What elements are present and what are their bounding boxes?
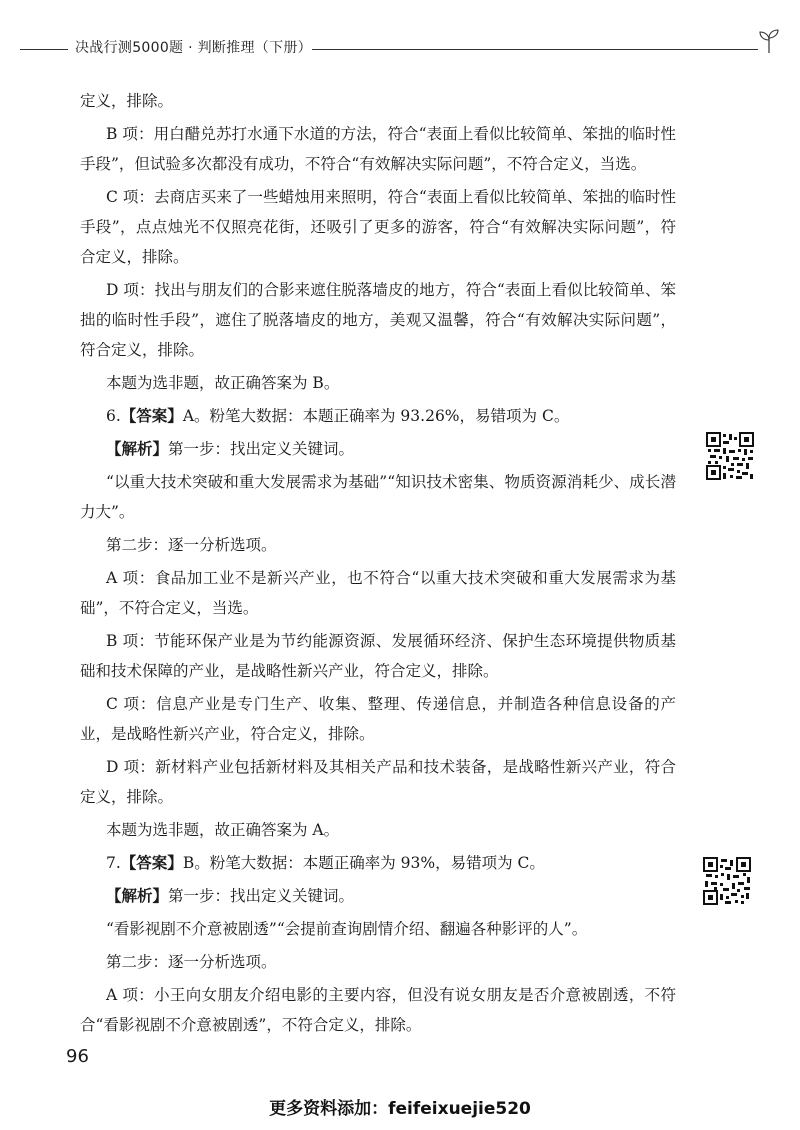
header-rule-right [312,49,758,50]
q5-option-b: B 项：用白醋兑苏打水通下水道的方法，符合“表面上看似比较简单、笨拙的临时性手段”，但试验多次都没有成功，不符合“有效解决实际问题”，不符合定义，当选。 [80,125,676,173]
q7-answer-label: 【答案】 [120,853,183,872]
q6-option-a: A 项：食品加工业不是新兴产业，也不符合“以重大技术突破和重大发展需求为基础”，不符合定义，当选。 [80,569,676,617]
header-rule-left [20,49,68,50]
q6-analysis-text: 第一步：找出定义关键词。 [168,440,355,458]
q7-number: 7. [106,854,121,872]
q6-analysis-label: 【解析】 [106,439,169,458]
footer-contact-note: 更多资料添加：feifeixuejie520 [269,1099,531,1119]
page-number: 96 [66,1046,89,1067]
q6-step2: 第二步：逐一分析选项。 [106,536,277,554]
q7-answer-text: B。粉笔大数据：本题正确率为 93%，易错项为 C。 [182,854,545,872]
q7-analysis-text: 第一步：找出定义关键词。 [168,887,355,905]
q5-option-c: C 项：去商店买来了一些蜡烛用来照明，符合“表面上看似比较简单、笨拙的临时性手段”，点点烛光不仅照亮花街，还吸引了更多的游客，符合“有效解决实际问题”，符合定义，排除。 [80,188,676,266]
qr-code-icon[interactable] [703,857,751,905]
page-body [80,86,676,1043]
q6-option-b: B 项：节能环保产业是为节约能源资源、发展循环经济、保护生态环境提供物质基础和技术保障的产业，是战略性新兴产业，符合定义，排除。 [80,632,676,680]
q6-answer-label: 【答案】 [120,406,183,425]
sprout-icon [758,28,780,54]
q6-option-c: C 项：信息产业是专门生产、收集、整理、传递信息，并制造各种信息设备的产业，是战略性新兴产业，符合定义，排除。 [80,695,676,743]
q7-analysis [80,881,676,911]
q5-option-d: D 项：找出与朋友们的合影来遮住脱落墙皮的地方，符合“表面上看似比较简单、笨拙的临时性手段”，遮住了脱落墙皮的地方，美观又温馨，符合“有效解决实际问题”，符合定义，排除。 [80,281,676,359]
q7-analysis-label: 【解析】 [106,886,169,905]
running-header [20,34,780,58]
q6-answer [80,401,676,431]
book-title: 决战行测5000题 · 判断推理（下册） [75,40,312,56]
q6-option-d: D 项：新材料产业包括新材料及其相关产品和技术装备，是战略性新兴产业，符合定义，排除。 [80,758,676,806]
q7-step2: 第二步：逐一分析选项。 [106,953,277,971]
qr-code-icon[interactable] [706,432,754,480]
q6-conclusion: 本题为选非题，故正确答案为 A。 [106,821,340,839]
q6-keywords: “以重大技术突破和重大发展需求为基础”“知识技术密集、物质资源消耗少、成长潜力大”。 [80,473,676,521]
q6-answer-text: A。粉笔大数据：本题正确率为 93.26%，易错项为 C。 [182,407,570,425]
q7-answer [80,848,676,878]
q6-analysis [80,434,676,464]
q7-keywords: “看影视剧不介意被剧透”“会提前查询剧情介绍、翻遍各种影评的人”。 [106,920,588,938]
q5-conclusion: 本题为选非题，故正确答案为 B。 [106,374,340,392]
q7-option-a: A 项：小王向女朋友介绍电影的主要内容，但没有说女朋友是否介意被剧透，不符合“看影视剧不介意被剧透”，不符合定义，排除。 [80,986,676,1034]
paragraph-definition-end: 定义，排除。 [80,92,174,110]
q6-number: 6. [106,407,121,425]
